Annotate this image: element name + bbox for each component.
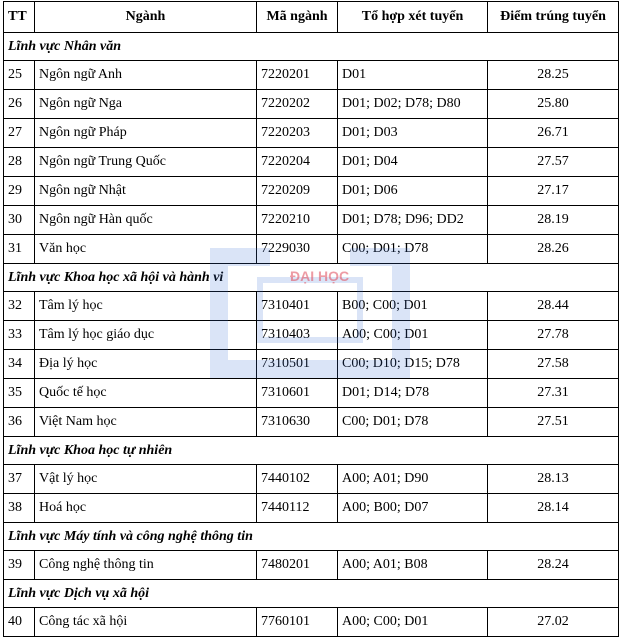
table-row — [4, 148, 619, 177]
cell-subject-combination: D01; D03 — [338, 119, 488, 148]
cell-tt: 39 — [4, 551, 35, 580]
cell-tt: 33 — [4, 321, 35, 350]
cell-major-code: 7310501 — [257, 350, 338, 379]
cell-admission-score: 28.19 — [488, 206, 619, 235]
cell-tt: 36 — [4, 408, 35, 437]
cell-admission-score: 27.17 — [488, 177, 619, 206]
cell-subject-combination: D01; D78; D96; DD2 — [338, 206, 488, 235]
cell-admission-score: 26.71 — [488, 119, 619, 148]
cell-subject-combination: C00; D01; D78 — [338, 408, 488, 437]
table-header-row — [4, 2, 619, 33]
cell-major-name: Ngôn ngữ Trung Quốc — [35, 148, 257, 177]
cell-major-code: 7440102 — [257, 465, 338, 494]
table-row — [4, 408, 619, 437]
cell-admission-score: 25.80 — [488, 90, 619, 119]
cell-tt: 26 — [4, 90, 35, 119]
table-row — [4, 350, 619, 379]
cell-subject-combination: D01; D04 — [338, 148, 488, 177]
header-diem: Điểm trúng tuyển — [488, 2, 619, 33]
cell-major-code: 7440112 — [257, 494, 338, 523]
cell-major-code: 7229030 — [257, 235, 338, 264]
table-row — [4, 379, 619, 408]
cell-subject-combination: D01; D06 — [338, 177, 488, 206]
cell-major-code: 7220209 — [257, 177, 338, 206]
cell-subject-combination: C00; D10; D15; D78 — [338, 350, 488, 379]
table-row — [4, 177, 619, 206]
table-body — [4, 33, 619, 637]
cell-major-code: 7220210 — [257, 206, 338, 235]
watermark-text: ĐẠI HỌC — [290, 268, 350, 284]
cell-tt: 40 — [4, 608, 35, 637]
cell-subject-combination: D01; D14; D78 — [338, 379, 488, 408]
table-row — [4, 206, 619, 235]
cell-admission-score: 28.14 — [488, 494, 619, 523]
cell-admission-score: 27.02 — [488, 608, 619, 637]
cell-major-code: 7310630 — [257, 408, 338, 437]
cell-tt: 27 — [4, 119, 35, 148]
cell-major-code: 7310401 — [257, 292, 338, 321]
table-row — [4, 465, 619, 494]
table-row — [4, 494, 619, 523]
cell-subject-combination: A00; C00; D01 — [338, 321, 488, 350]
cell-tt: 34 — [4, 350, 35, 379]
cell-admission-score: 28.44 — [488, 292, 619, 321]
table-row — [4, 321, 619, 350]
admission-table-container — [3, 1, 618, 637]
section-row — [4, 523, 619, 551]
cell-tt: 32 — [4, 292, 35, 321]
section-row — [4, 437, 619, 465]
section-title: Lĩnh vực Dịch vụ xã hội — [4, 580, 619, 608]
cell-subject-combination: A00; A01; D90 — [338, 465, 488, 494]
table-row — [4, 551, 619, 580]
cell-major-name: Công tác xã hội — [35, 608, 257, 637]
cell-major-name: Ngôn ngữ Hàn quốc — [35, 206, 257, 235]
cell-major-name: Tâm lý học — [35, 292, 257, 321]
cell-major-name: Hoá học — [35, 494, 257, 523]
cell-major-code: 7760101 — [257, 608, 338, 637]
cell-admission-score: 27.58 — [488, 350, 619, 379]
cell-major-name: Việt Nam học — [35, 408, 257, 437]
cell-major-code: 7310601 — [257, 379, 338, 408]
table-row — [4, 90, 619, 119]
section-row — [4, 33, 619, 61]
cell-tt: 38 — [4, 494, 35, 523]
cell-major-name: Ngôn ngữ Nhật — [35, 177, 257, 206]
table-row — [4, 292, 619, 321]
cell-admission-score: 28.13 — [488, 465, 619, 494]
cell-subject-combination: C00; D01; D78 — [338, 235, 488, 264]
table-row — [4, 608, 619, 637]
table-row — [4, 119, 619, 148]
cell-major-name: Ngôn ngữ Nga — [35, 90, 257, 119]
cell-admission-score: 28.24 — [488, 551, 619, 580]
cell-admission-score: 28.26 — [488, 235, 619, 264]
cell-tt: 31 — [4, 235, 35, 264]
cell-major-name: Công nghệ thông tin — [35, 551, 257, 580]
cell-subject-combination: A00; A01; B08 — [338, 551, 488, 580]
section-title: Lĩnh vực Khoa học tự nhiên — [4, 437, 619, 465]
cell-major-name: Vật lý học — [35, 465, 257, 494]
cell-tt: 25 — [4, 61, 35, 90]
cell-subject-combination: B00; C00; D01 — [338, 292, 488, 321]
cell-major-code: 7310403 — [257, 321, 338, 350]
section-title: Lĩnh vực Máy tính và công nghệ thông tin — [4, 523, 619, 551]
cell-major-name: Tâm lý học giáo dục — [35, 321, 257, 350]
header-to-hop: Tổ hợp xét tuyển — [338, 2, 488, 33]
cell-major-code: 7220201 — [257, 61, 338, 90]
cell-tt: 30 — [4, 206, 35, 235]
cell-admission-score: 27.31 — [488, 379, 619, 408]
header-ma-nganh: Mã ngành — [257, 2, 338, 33]
cell-tt: 29 — [4, 177, 35, 206]
cell-subject-combination: A00; C00; D01 — [338, 608, 488, 637]
table-row — [4, 61, 619, 90]
header-tt: TT — [4, 2, 35, 33]
cell-subject-combination: A00; B00; D07 — [338, 494, 488, 523]
section-title: Lĩnh vực Khoa học xã hội và hành vi — [4, 264, 619, 292]
cell-tt: 28 — [4, 148, 35, 177]
cell-major-name: Địa lý học — [35, 350, 257, 379]
cell-subject-combination: D01; D02; D78; D80 — [338, 90, 488, 119]
cell-major-code: 7220202 — [257, 90, 338, 119]
cell-major-name: Ngôn ngữ Anh — [35, 61, 257, 90]
cell-major-name: Văn học — [35, 235, 257, 264]
cell-admission-score: 27.51 — [488, 408, 619, 437]
section-title: Lĩnh vực Nhân văn — [4, 33, 619, 61]
cell-subject-combination: D01 — [338, 61, 488, 90]
header-nganh: Ngành — [35, 2, 257, 33]
cell-admission-score: 27.57 — [488, 148, 619, 177]
table-row — [4, 235, 619, 264]
cell-major-name: Ngôn ngữ Pháp — [35, 119, 257, 148]
cell-admission-score: 27.78 — [488, 321, 619, 350]
cell-major-code: 7220204 — [257, 148, 338, 177]
cell-tt: 37 — [4, 465, 35, 494]
admission-scores-table — [3, 1, 619, 637]
cell-major-code: 7220203 — [257, 119, 338, 148]
cell-major-code: 7480201 — [257, 551, 338, 580]
section-row — [4, 580, 619, 608]
cell-tt: 35 — [4, 379, 35, 408]
cell-major-name: Quốc tế học — [35, 379, 257, 408]
cell-admission-score: 28.25 — [488, 61, 619, 90]
